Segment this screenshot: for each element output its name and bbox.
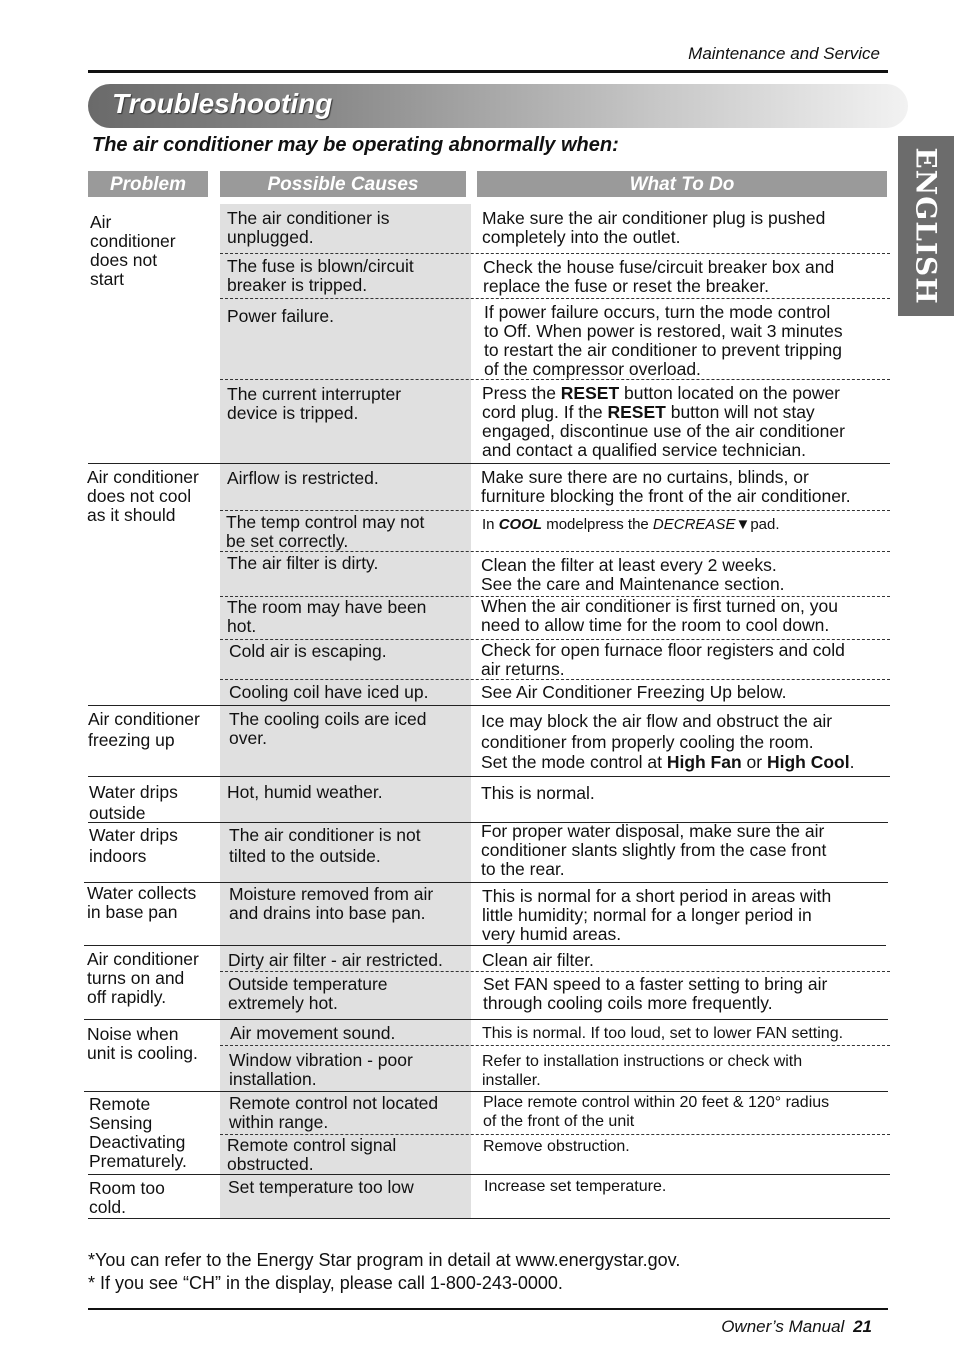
todo-plug-in: Make sure the air conditioner plug is pushed completely into the outlet. — [482, 208, 826, 247]
todo-clean-air-filter: Clean air filter. — [482, 950, 594, 970]
todo-remove-obstruction: Remove obstruction. — [483, 1138, 630, 1155]
page-number: 21 — [853, 1317, 872, 1336]
todo-ice-block-end: . — [849, 752, 855, 772]
todo-ice-block-or: or — [741, 752, 767, 772]
todo-power-failure: If power failure occurs, turn the mode control to Off. When power is restored, wait 3 minutes to restart the air conditioner to prevent tripping of the compressor overload. — [484, 302, 843, 379]
high-fan-keyword: High Fan — [666, 752, 742, 772]
problem-base-pan: Water collects in base pan — [87, 883, 197, 922]
group-divider — [84, 1019, 888, 1020]
high-cool-keyword: High Cool — [766, 752, 850, 772]
section-title: Maintenance and Service — [688, 44, 880, 63]
group-divider — [88, 1174, 890, 1175]
group-divider — [88, 463, 890, 464]
cause-unplugged: The air conditioner is unplugged. — [227, 208, 390, 247]
problem-no-start: Air conditioner does not start — [90, 212, 176, 289]
cause-humid-weather: Hot, humid weather. — [227, 782, 383, 802]
cause-fuse-blown: The fuse is blown/circuit breaker is tripped. — [227, 256, 414, 295]
cause-dirty-filter: Dirty air filter - air restricted. — [228, 950, 443, 970]
todo-clear-front: Make sure there are no curtains, blinds, or furniture blocking the front of the air conditioner. — [481, 467, 851, 506]
todo-slant-unit: For proper water disposal, make sure the air conditioner slants slightly from the case front to the rear. — [481, 821, 827, 879]
page-title: Troubleshooting — [112, 88, 333, 119]
cause-airflow-restricted: Airflow is restricted. — [227, 468, 379, 488]
todo-see-freezing: See Air Conditioner Freezing Up below. — [481, 682, 787, 702]
decrease-arrow-icon: ▼ — [735, 516, 751, 533]
cause-filter-dirty: The air filter is dirty. — [227, 553, 379, 573]
todo-press-reset-c: button will not stay engaged, discontinue use of the air conditioner and contact a qualified service technician. — [482, 402, 845, 460]
row-divider — [220, 379, 890, 380]
column-header-what-to-do: What To Do — [477, 171, 887, 197]
problem-remote-sensing: Remote Sensing Deactivating Prematurely. — [89, 1094, 187, 1171]
cause-not-tilted: The air conditioner is not tilted to the outside. — [229, 825, 421, 866]
todo-lower-fan: This is normal. If too loud, set to lower FAN setting. — [482, 1025, 844, 1042]
group-divider — [84, 1091, 888, 1092]
group-divider — [88, 705, 890, 706]
title-banner — [88, 84, 908, 128]
cause-signal-obstructed: Remote control signal obstructed. — [227, 1135, 397, 1174]
todo-check-registers: Check for open furnace floor registers and cold air returns. — [481, 640, 845, 679]
problem-drips-outside: Water drips outside — [89, 782, 178, 823]
cause-temp-too-low: Set temperature too low — [228, 1177, 414, 1197]
cause-power-failure: Power failure. — [227, 306, 334, 326]
todo-ice-block-text: Ice may block the air flow and obstruct the air conditioner from properly cooling the room. Set the mode control at — [481, 711, 833, 772]
reset-keyword: RESET — [607, 402, 666, 422]
problem-freezing: Air conditioner freezing up — [88, 709, 200, 750]
column-header-problem: Problem — [88, 171, 208, 197]
problem-room-cold: Room too cold. — [89, 1178, 165, 1217]
todo-press-reset-b: button located on the power cord plug. If the — [482, 383, 841, 422]
todo-normal-humidity: This is normal for a short period in areas with little humidity; normal for a longer period in very humid areas. — [482, 886, 832, 944]
page-footer — [721, 1317, 872, 1337]
todo-press-decrease-c: pad. — [750, 516, 780, 533]
group-divider — [88, 776, 890, 777]
decrease-keyword: DECREASE — [652, 516, 736, 533]
cause-room-hot: The room may have been hot. — [227, 597, 427, 636]
row-divider — [220, 253, 890, 254]
cause-window-vibration: Window vibration - poor installation. — [229, 1050, 413, 1089]
row-divider — [220, 510, 890, 511]
row-divider — [220, 679, 890, 680]
cause-coils-iced-over: The cooling coils are iced over. — [229, 709, 427, 748]
footnote-ch-display: * If you see “CH” in the display, please call 1-800-243-0000. — [88, 1273, 563, 1293]
todo-increase-temp: Increase set temperature. — [484, 1178, 667, 1195]
problem-rapid-cycling: Air conditioner turns on and off rapidly. — [87, 949, 199, 1007]
todo-check-installation: Refer to installation instructions or check with installer. — [482, 1053, 803, 1089]
todo-allow-time: When the air conditioner is first turned on, you need to allow time for the room to cool down. — [481, 596, 838, 635]
group-divider — [84, 882, 888, 883]
todo-press-decrease-a: In — [482, 516, 499, 533]
cause-temp-control: The temp control may not be set correctly. — [226, 512, 425, 551]
footnote-energy-star: *You can refer to the Energy Star program in detail at www.energystar.gov. — [88, 1250, 681, 1270]
language-tab — [898, 136, 954, 316]
problem-no-cool: Air conditioner does not cool as it should — [87, 467, 199, 525]
todo-press-decrease — [482, 515, 780, 534]
todo-place-remote: Place remote control within 20 feet & 120° radius of the front of the unit — [483, 1094, 830, 1130]
row-divider — [220, 1045, 890, 1046]
group-divider — [84, 945, 886, 946]
language-tab-label: ENGLISH — [909, 147, 943, 305]
table-bottom-rule — [88, 1218, 890, 1219]
top-rule — [88, 70, 888, 73]
row-divider — [220, 298, 890, 299]
column-header-causes: Possible Causes — [220, 171, 466, 197]
cause-coil-iced: Cooling coil have iced up. — [229, 682, 429, 702]
problem-noise: Noise when unit is cooling. — [87, 1024, 198, 1063]
todo-press-reset-a: Press the — [482, 383, 561, 403]
problem-drips-indoors: Water drips indoors — [89, 825, 178, 866]
row-divider — [220, 971, 890, 972]
cool-mode-keyword: COOL — [498, 516, 543, 533]
table-intro: The air conditioner may be operating abnormally when: — [92, 134, 619, 156]
bottom-rule — [88, 1308, 888, 1310]
cause-interrupter-tripped: The current interrupter device is tripped. — [227, 384, 402, 423]
row-divider — [220, 551, 890, 552]
todo-ice-block — [481, 711, 854, 773]
todo-check-fuse: Check the house fuse/circuit breaker box and replace the fuse or reset the breaker. — [483, 257, 835, 296]
footer-label: Owner’s Manual — [721, 1317, 845, 1336]
cause-remote-range: Remote control not located within range. — [229, 1093, 439, 1132]
todo-clean-filter: Clean the filter at least every 2 weeks. See the care and Maintenance section. — [481, 555, 785, 594]
todo-press-decrease-b: modelpress the — [542, 516, 653, 533]
todo-normal: This is normal. — [481, 783, 595, 803]
reset-keyword: RESET — [560, 383, 620, 403]
todo-press-reset — [482, 384, 845, 460]
todo-faster-fan: Set FAN speed to a faster setting to bring air through cooling coils more frequently. — [483, 974, 828, 1013]
cause-cold-escaping: Cold air is escaping. — [229, 641, 387, 661]
cause-outside-hot: Outside temperature extremely hot. — [228, 974, 388, 1013]
cause-air-movement: Air movement sound. — [230, 1023, 396, 1043]
cause-moisture-removed: Moisture removed from air and drains into base pan. — [229, 884, 434, 923]
